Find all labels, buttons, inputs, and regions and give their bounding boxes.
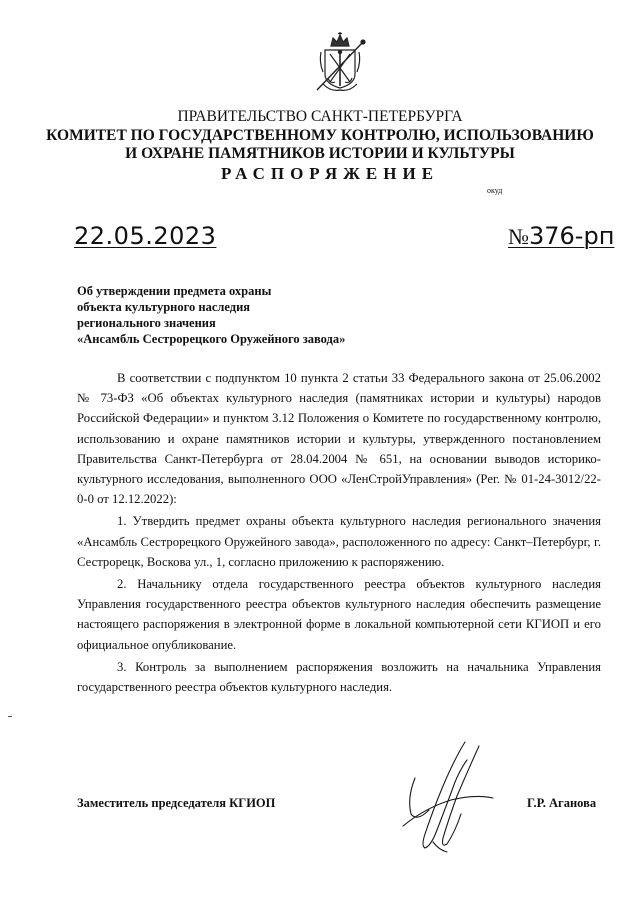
- coat-of-arms-emblem: [311, 32, 369, 94]
- margin-mark: [8, 716, 12, 717]
- okud-label: окуд: [487, 186, 503, 195]
- subject-line-1: Об утверждении предмета охраны: [77, 284, 272, 298]
- subject-line-3: регионального значения: [77, 316, 216, 330]
- committee-name-line-2: И ОХРАНЕ ПАМЯТНИКОВ ИСТОРИИ И КУЛЬТУРЫ: [125, 145, 515, 162]
- preamble-paragraph: В соответствии с подпунктом 10 пункта 2 статьи 33 Федерального закона от 25.06.2002 № 73-ФЗ «Об объектах культурного наследия (памятниках истории и культуры) народов Российской Федерации» и пунктом 3.12 Положения о Комитете по государственному контролю, использованию и охране памятников истории и культуры, утвержденного постановлением Правительства Санкт-Петербурга от 28.04.2004 № 651, на основании выводов историко-культурного исследования, выполненного ООО «ЛенСтройУправления» (Рег. № 01-24-3012/22-0-0 от 12.12.2022):: [77, 371, 601, 507]
- document-subject: [77, 283, 345, 347]
- handwritten-signature: [395, 738, 505, 856]
- order-item-1: 1. Утвердить предмет охраны объекта культурного наследия регионального значения «Ансамбль Сестрорецкого Оружейного завода», расположенного по адресу: Санкт–Петербург, г. Сестрорецк, Воскова ул., 1, согласно приложению к распоряжению.: [77, 514, 601, 569]
- order-item-3: 3. Контроль за выполнением распоряжения возложить на начальника Управления государственного реестра объектов культурного наследия.: [77, 659, 601, 695]
- document-type-title: РАСПОРЯЖЕНИЕ: [220, 164, 440, 183]
- number-value: 376-рп: [529, 222, 615, 250]
- subject-line-4: «Ансамбль Сестрорецкого Оружейного завода»: [77, 332, 346, 346]
- document-body: [77, 368, 601, 697]
- signer-name: Г.Р. Аганова: [527, 796, 597, 810]
- subject-line-2: объекта культурного наследия: [77, 300, 251, 314]
- document-date: 22.05.2023: [74, 222, 217, 250]
- number-sign: №: [508, 224, 529, 249]
- committee-name: [0, 127, 640, 163]
- government-name: ПРАВИТЕЛЬСТВО САНКТ-ПЕТЕРБУРГА: [177, 108, 463, 125]
- signer-position: Заместитель председателя КГИОП: [77, 796, 276, 810]
- order-item-2: 2. Начальнику отдела государственного реестра объектов культурного наследия Управления государственного реестра объектов культурного наследия обеспечить размещение настоящего распоряжения в электронной форме в локальной компьютерной сети КГИОП и его официальное опубликование.: [77, 577, 601, 652]
- committee-name-line-1: КОМИТЕТ ПО ГОСУДАРСТВЕННОМУ КОНТРОЛЮ, ИСПОЛЬЗОВАНИЮ: [46, 127, 594, 144]
- document-number: [508, 222, 614, 250]
